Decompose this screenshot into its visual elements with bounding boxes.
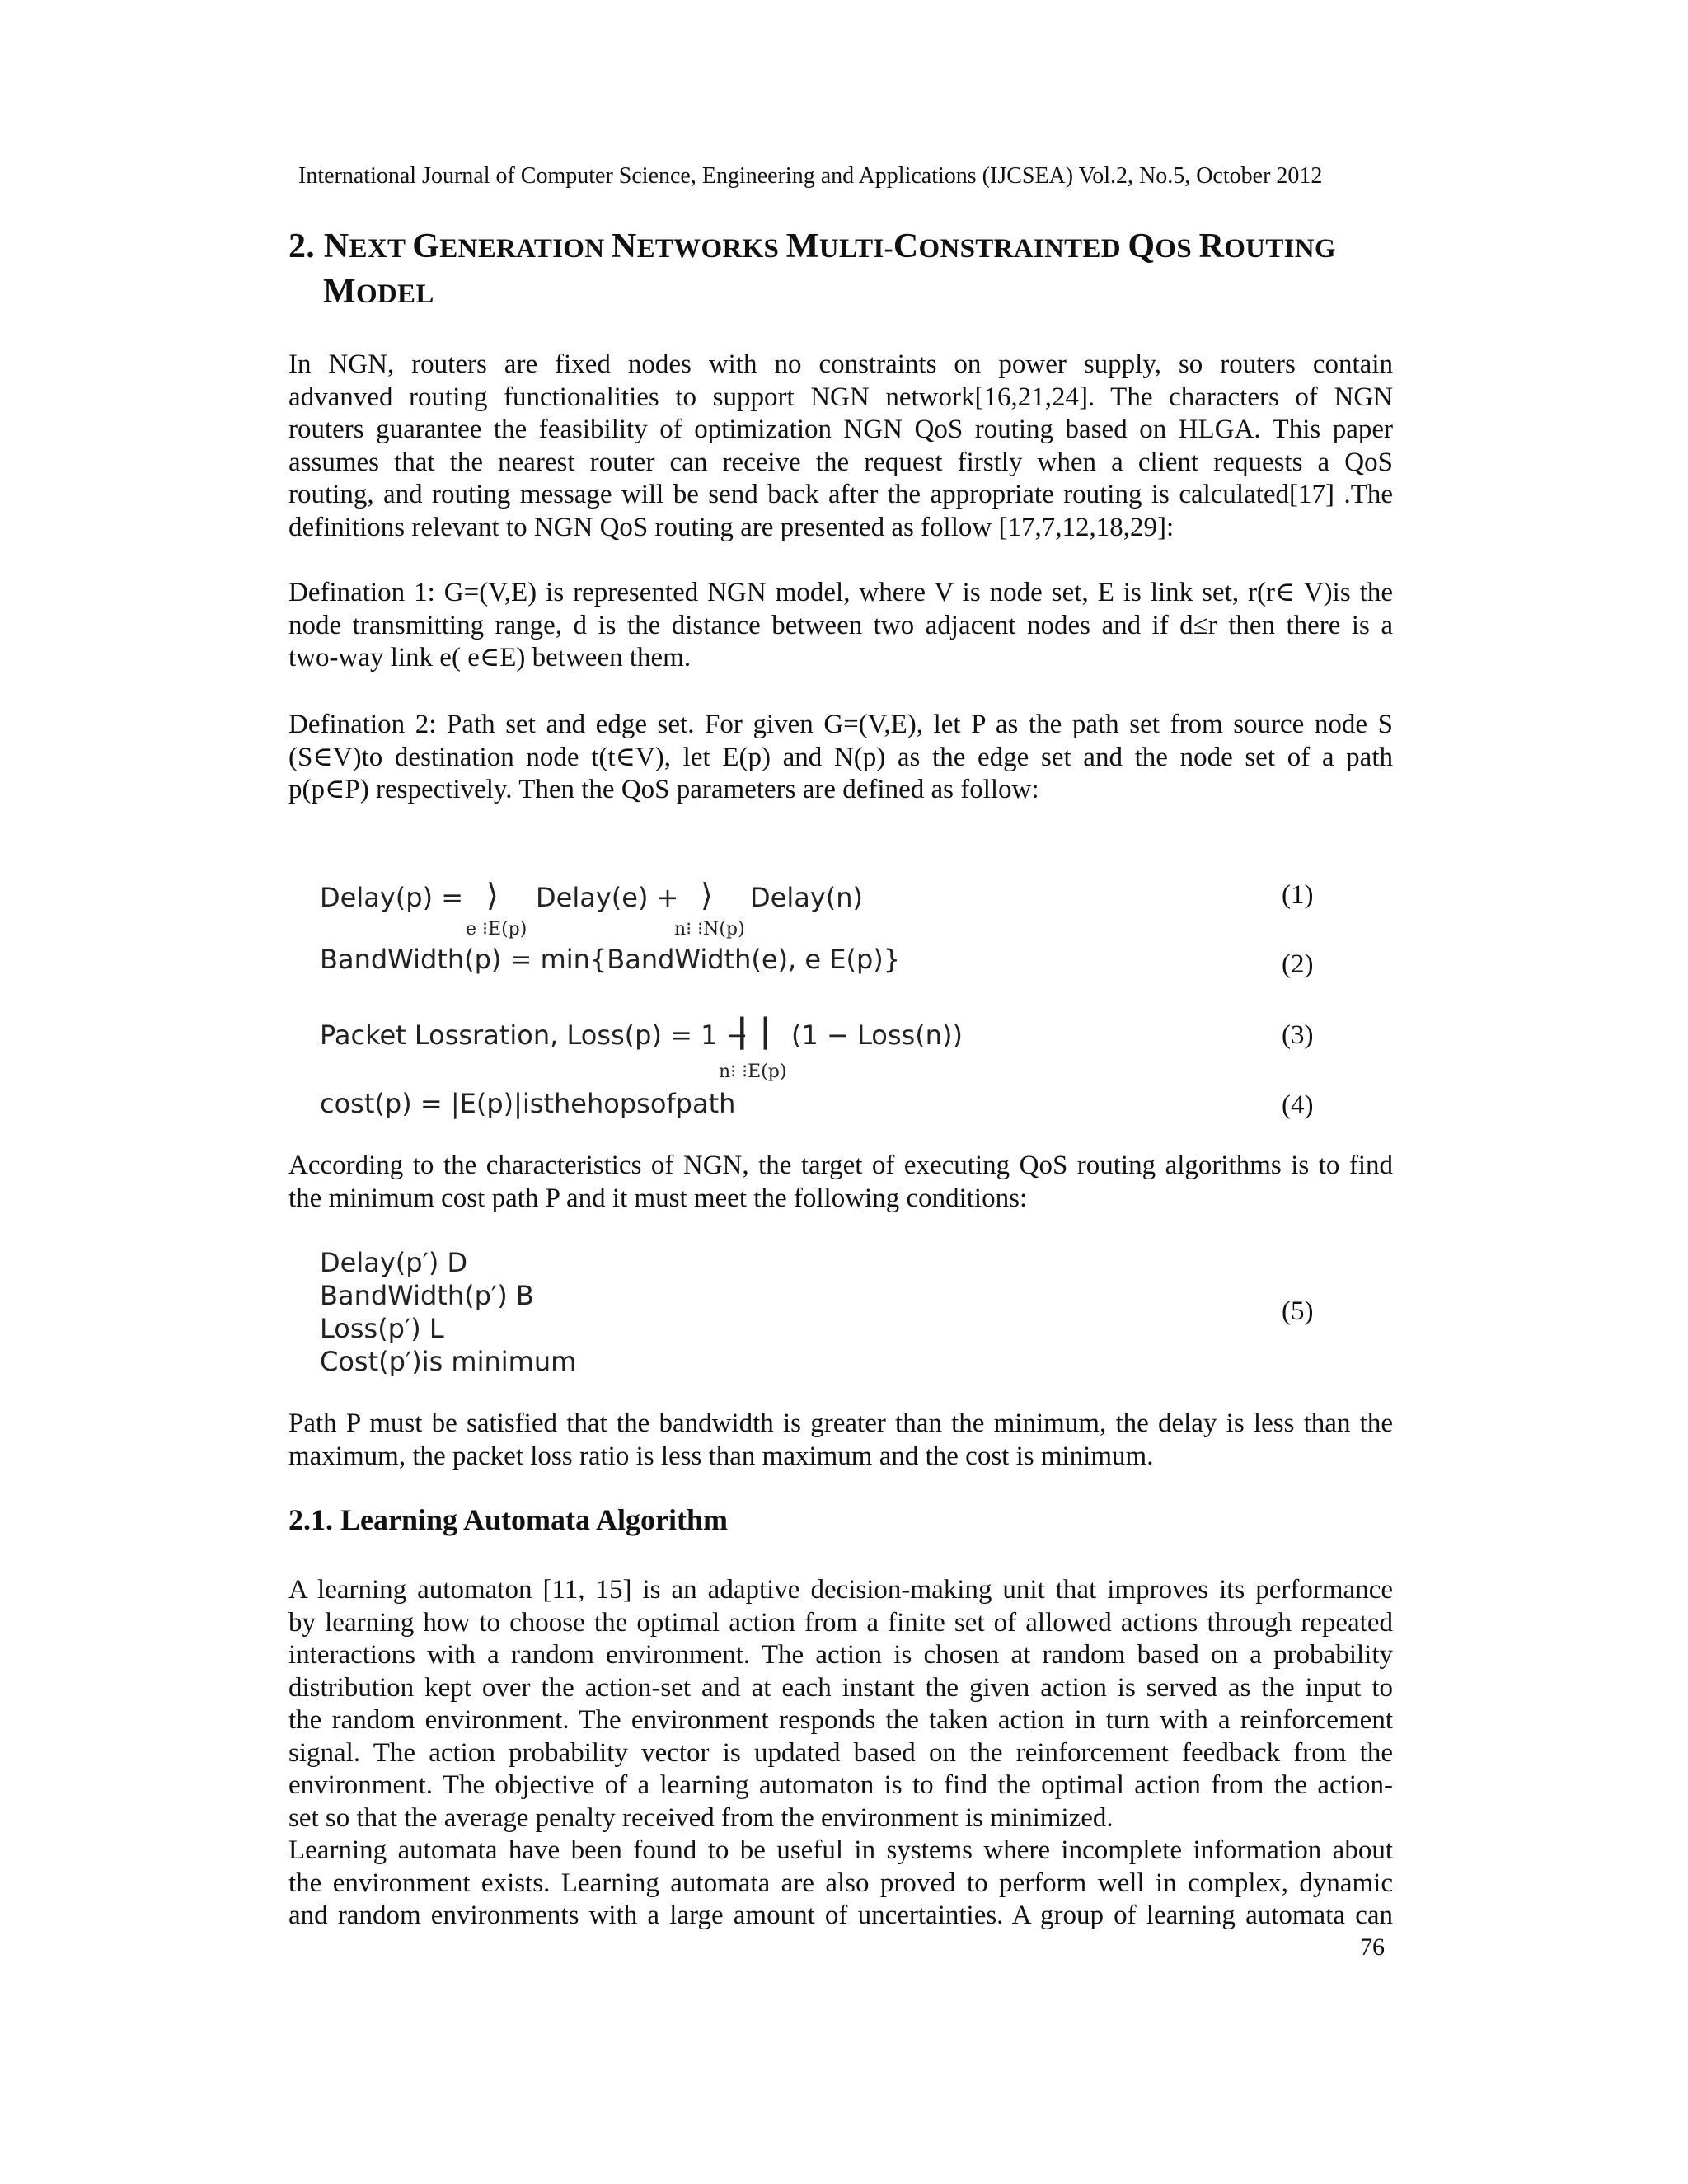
text-line: p(p∈P) respectively. Then the QoS parameters are defined as follow:: [288, 775, 1039, 804]
text-line: set so that the average penalty received from the environment is minimized.: [288, 1802, 1114, 1833]
heading-word-7-cap: R: [1198, 227, 1225, 265]
paragraph-learning-automaton: [288, 1574, 1393, 1933]
heading-word-1-rest: EXT: [349, 234, 413, 264]
equation-number: (5): [1282, 1296, 1314, 1326]
text-line: two-way link e( e∈E) between them.: [288, 643, 692, 673]
eq3-text: Packet Lossration, Loss(p) = 1 −: [320, 1019, 748, 1051]
text-line: the minimum cost path P and it must meet the following conditions:: [288, 1183, 1028, 1213]
text-line: Path P must be satisfied that the bandwidth is greater than the minimum, the delay is less than the: [288, 1408, 1393, 1438]
subsection-heading: 2.1. Learning Automata Algorithm: [288, 1503, 729, 1536]
heading-word-5-rest: ONSTRAINTED: [918, 234, 1128, 264]
text-line: and random environments with a large amount of uncertainties. A group of learning automata can: [288, 1900, 1393, 1930]
eq1-term2: Delay(n): [750, 882, 864, 913]
eq3-sub: n⁝ ⁝E(p): [719, 1062, 787, 1082]
text-line: the random environment. The environment responds the taken action in turn with a reinforcement: [288, 1705, 1393, 1735]
text-line: node transmitting range, d is the distance between two adjacent nodes and if d≤r then there is a: [288, 610, 1393, 640]
heading-word-4-cap: M: [785, 227, 819, 265]
paragraph-intro: [288, 349, 1393, 544]
heading-word-3-cap: N: [611, 227, 637, 265]
eq3-term: (1 − Loss(n)): [791, 1019, 963, 1051]
text-line: A learning automaton [11, 15] is an adaptive decision-making unit that improves its performance: [288, 1575, 1393, 1605]
section-number: 2.: [288, 227, 324, 265]
heading-line-2: [288, 270, 1401, 316]
text-line: environment. The objective of a learning automaton is to find the optimal action from the action-: [288, 1770, 1393, 1800]
condition-delay: Delay(p′) D: [320, 1247, 468, 1278]
text-line: routing, and routing message will be send back after the appropriate routing is calculated[17] .The: [288, 480, 1393, 509]
equation-number: (1): [1282, 880, 1314, 910]
heading-word-6-rest: OS: [1155, 234, 1199, 264]
eq4-text: cost(p) = |E(p)|isthehopsofpath: [320, 1088, 736, 1119]
heading-word-8-rest: ODEL: [355, 279, 434, 309]
heading-word-6-cap: Q: [1128, 227, 1156, 265]
text-line: definitions relevant to NGN QoS routing are presented as follow [17,7,12,18,29]:: [288, 512, 1175, 542]
text-line: signal. The action probability vector is updated based on the reinforcement feedback from the: [288, 1737, 1393, 1768]
text-line: Defination 2: Path set and edge set. For given G=(V,E), let P as the path set from source node S: [288, 710, 1393, 739]
eq2-text: BandWidth(p) = min{BandWidth(e), e E(p)}: [320, 944, 901, 975]
eq1-sub2: n⁝ ⁝N(p): [674, 919, 745, 940]
paragraph-definition-2: [288, 709, 1393, 807]
condition-loss: Loss(p′) L: [320, 1313, 444, 1344]
paragraph-definition-1: [288, 577, 1393, 675]
text-line: by learning how to choose the optimal action from a finite set of allowed actions through repeated: [288, 1607, 1393, 1638]
equation-number: (2): [1282, 949, 1314, 979]
paragraph-path-conditions: [288, 1408, 1393, 1473]
heading-word-2-cap: G: [412, 227, 440, 265]
text-line: interactions with a random environment. The action is chosen at random based on a probability: [288, 1640, 1393, 1670]
page-number: 76: [1360, 1933, 1385, 1961]
text-line: advanved routing functionalities to support NGN network[16,21,24]. The characters of NGN: [288, 382, 1393, 412]
equation-number: (4): [1282, 1090, 1314, 1120]
heading-word-3-rest: ETWORKS: [636, 234, 786, 264]
condition-bandwidth: BandWidth(p′) B: [320, 1280, 534, 1311]
heading-word-8-cap: M: [323, 273, 356, 311]
heading-word-7-rest: OUTING: [1224, 234, 1336, 264]
journal-header: International Journal of Computer Science, Engineering and Applications (IJCSEA) Vol.2, No.5, October 2012: [298, 163, 1323, 189]
heading-word-5-cap: C: [893, 227, 919, 265]
condition-cost: Cost(p′)is minimum: [320, 1346, 577, 1377]
heading-word-2-rest: ENERATION: [439, 234, 612, 264]
eq1-term1: Delay(e) +: [536, 882, 679, 913]
sum-symbol: ⟩: [701, 877, 713, 913]
text-line: assumes that the nearest router can receive the request firstly when a client requests a QoS: [288, 447, 1393, 477]
eq1-sub1: e ⁝E(p): [466, 919, 528, 940]
text-line: distribution kept over the action-set and at each instant the given action is served as the input to: [288, 1672, 1393, 1703]
text-line: (S∈V)to destination node t(t∈V), let E(p) and N(p) as the edge set and the node set of a path: [288, 742, 1393, 772]
heading-word-1-cap: N: [323, 227, 349, 265]
text-line: Learning automata have been found to be useful in systems where incomplete information about: [288, 1835, 1393, 1865]
text-line: the environment exists. Learning automata are also proved to perform well in complex, dynamic: [288, 1868, 1393, 1898]
heading-word-4-rest: ULTI-: [818, 234, 893, 264]
text-line: routers guarantee the feasibility of optimization NGN QoS routing based on HLGA. This paper: [288, 415, 1393, 444]
equation-number: (3): [1282, 1020, 1314, 1050]
eq1-lhs: Delay(p) =: [320, 882, 464, 913]
text-line: In NGN, routers are fixed nodes with no constraints on power supply, so routers contain: [288, 349, 1393, 379]
sum-symbol: ⟩: [486, 877, 499, 913]
text-line: maximum, the packet loss ratio is less than maximum and the cost is minimum.: [288, 1441, 1154, 1471]
text-line: According to the characteristics of NGN, the target of executing QoS routing algorithms is to find: [288, 1151, 1393, 1180]
text-line: Defination 1: G=(V,E) is represented NGN model, where V is node set, E is link set, r(r∈ V)is the: [288, 578, 1393, 607]
paragraph-target: [288, 1150, 1393, 1215]
product-symbol: | |: [736, 1012, 772, 1050]
section-heading: [288, 225, 1401, 316]
